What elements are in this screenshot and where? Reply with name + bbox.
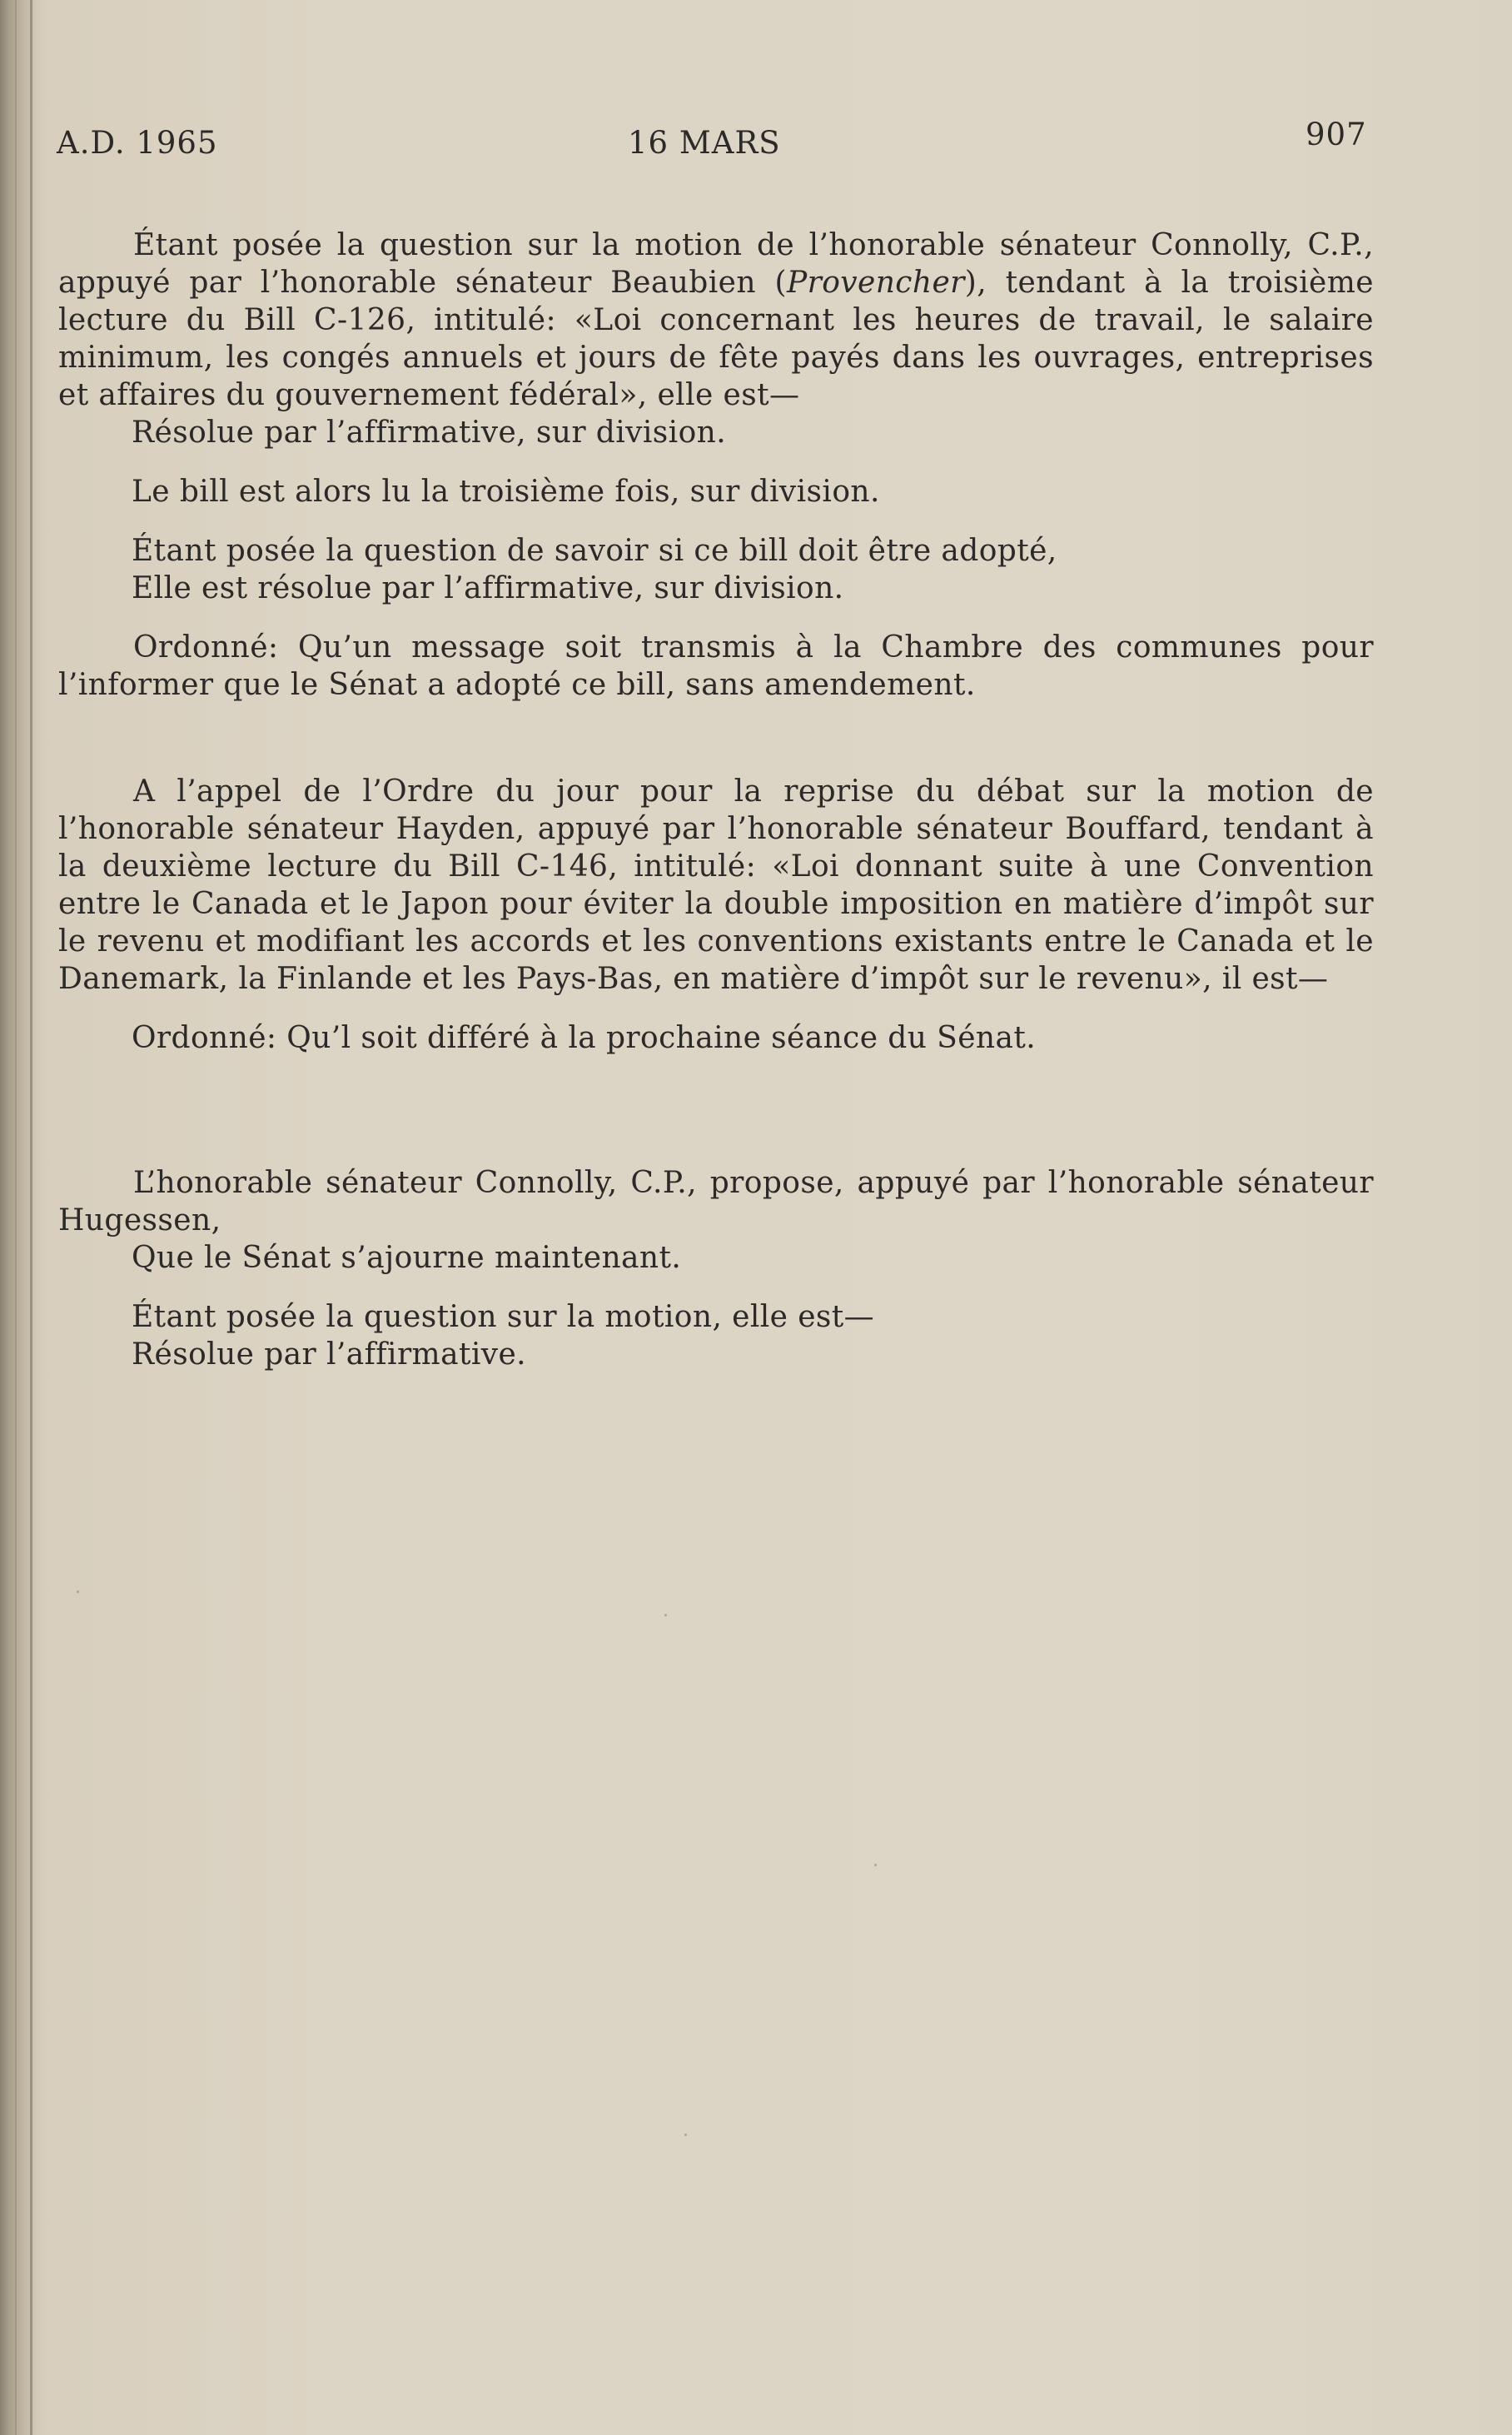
result-line-2: Elle est résolue par l’affirmative, sur division. — [132, 571, 844, 605]
section-adjournment — [58, 1164, 1374, 1373]
adjournment-motion-line: Que le Sénat s’ajourne maintenant. — [132, 1241, 682, 1275]
section-second-reading — [58, 773, 1374, 1057]
paper-speck — [874, 1864, 877, 1866]
page-number: 907 — [1306, 117, 1367, 152]
paper-speck — [77, 1591, 79, 1593]
header-year: A.D. 1965 — [57, 125, 218, 161]
third-reading-line: Le bill est alors lu la troisième fois, sur division. — [132, 475, 880, 509]
paper-speck — [684, 2134, 687, 2136]
question-line: Étant posée la question de savoir si ce bill doit être adopté, — [132, 534, 1057, 568]
binding-line — [30, 0, 32, 2435]
adjournment-result-line: Résolue par l’affirmative. — [132, 1337, 527, 1372]
section-third-reading — [58, 227, 1374, 704]
adjournment-question-line: Étant posée la question sur la motion, elle est— — [132, 1300, 875, 1334]
motion-paragraph: Étant posée la question sur la motion de l’honorable sénateur Connolly, C.P., appuyé par l’honorable sénateur Beaubien (Provencher), tendant à la troisième lecture du Bill C-126, intitulé: «Loi concernant les heures de travail, le salaire minimum, les congés annuels et jours de fête payés dans les ouvrages, entreprises et affaires du gouvernement fédéral», elle est— — [58, 228, 1375, 412]
order-of-day-paragraph: A l’appel de l’Ordre du jour pour la reprise du débat sur la motion de l’honorable sénateur Hayden, appuyé par l’honorable sénateur Bouffard, tendant à la deuxième lecture du Bill C-146, intitulé: «Loi donnant suite à une Convention entre le Canada et le Japon pour éviter la double imposition en matière d’impôt sur le revenu et modifiant les accords et les conventions existants entre le Canada et le Danemark, la Finlande et les Pays-Bas, en matière d’impôt sur le revenu», il est— — [58, 774, 1374, 996]
senator-division-italic: Provencher — [786, 266, 965, 300]
binding-line-secondary — [15, 0, 17, 2435]
result-line: Résolue par l’affirmative, sur division. — [132, 416, 727, 450]
ordered-paragraph: Ordonné: Qu’un message soit transmis à la Chambre des communes pour l’informer que le Sénat a adopté ce bill, sans amendement. — [58, 630, 1374, 702]
ordered-deferred-line: Ordonné: Qu’l soit différé à la prochaine séance du Sénat. — [132, 1021, 1037, 1055]
paper-speck — [664, 1614, 667, 1616]
page-header — [57, 117, 1367, 175]
adjournment-motion-paragraph: L’honorable sénateur Connolly, C.P., propose, appuyé par l’honorable sénateur Hugessen, — [58, 1166, 1374, 1237]
header-date: 16 MARS — [628, 125, 781, 161]
